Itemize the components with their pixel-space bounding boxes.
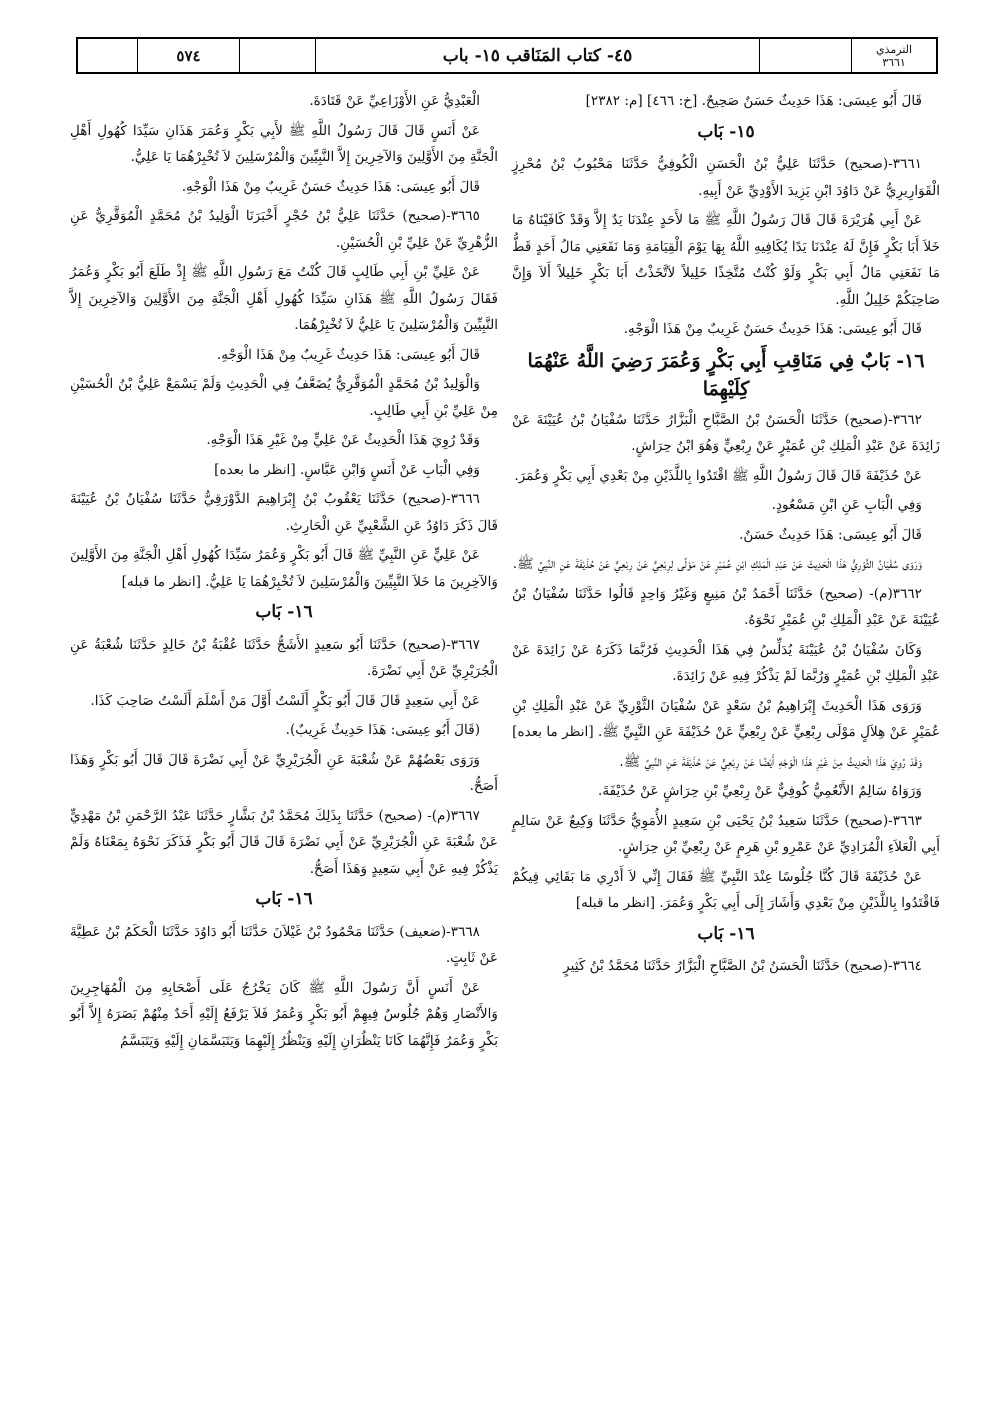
paragraph: ٣٦٦٥-(صحيح) حَدَّثَنَا عَلِيُّ بْنُ حُجْرٍ أَخْبَرَنَا الْوَلِيدُ بْنُ مُحَمَّدٍ الْمُوَقَّرِيُّ عَنِ الزُّهْرِيِّ عَنْ عَلِيِّ بْنِ الْحُسَيْنِ. xyxy=(70,208,498,251)
page-number: ٥٧٤ xyxy=(138,39,240,72)
paragraph: وَقَدْ رُوِيَ هَذَا الْحَدِيثُ عَنْ عَلِيٍّ مِنْ غَيْرِ هَذَا الْوَجْهِ. xyxy=(206,432,480,448)
paragraph: وَفِي الْبَابِ عَنْ أَنَسٍ وَابْنِ عَبَّاسٍ. [انظر ما بعده] xyxy=(214,461,480,478)
section-heading: ١٦- بَاب xyxy=(255,602,313,622)
paragraph: ٣٦٦٣-(صحيح) حَدَّثَنَا سَعِيدُ بْنُ يَحْيَى بْنِ سَعِيدٍ الأُمَوِيُّ حَدَّثَنَا وَكِيعٌ عَنْ سَالِمٍ أَبِي الْعَلاَءِ الْمُرَادِيِّ عَنْ عَمْرِو بْنِ هَرِمٍ عَنْ رِبْعِيِّ بْنِ حِرَاشٍ. xyxy=(512,812,940,855)
book-name: الترمذي xyxy=(875,42,913,56)
paragraph: عَنْ أَنَسٍ قَالَ قَالَ رَسُولُ اللَّهِ ﷺ لأَبِي بَكْرٍ وَعُمَرَ هَذَانِ سَيِّدَا كُهُولِ أَهْلِ الْجَنَّةِ مِنَ الأَوَّلِينَ وَالآخِرِينَ إِلاَّ النَّبِيِّينَ وَالْمُرْسَلِينَ لاَ تُخْبِرْهُمَا يَا عَلِيُّ. xyxy=(70,122,498,165)
paragraph: وَرَوَى سُفْيَانُ الثَّوْرِيُّ هَذَا الْحَدِيثَ عَنْ عَبْدِ الْمَلِكِ ابْنِ عُمَيْرٍ عَنْ مَوْلًى لِرِبْعِيٍّ عَنْ رِبْعِيٍّ عَنْ حُذَيْفَةَ عَنِ النَّبِيِّ ﷺ. xyxy=(512,556,922,572)
paragraph: عَنْ عَلِيٍّ عَنِ النَّبِيِّ ﷺ قَالَ أَبُو بَكْرٍ وَعُمَرُ سَيِّدَا كُهُولِ أَهْلِ الْجَنَّةِ مِنَ الأَوَّلِينَ وَالآخِرِينَ مَا خَلاَ النَّبِيِّينَ وَالْمُرْسَلِينَ لاَ تُخْبِرْهُمَا يَا عَلِيُّ. [انظر ما قبله] xyxy=(70,547,498,590)
paragraph: وَفِي الْبَابِ عَنِ ابْنِ مَسْعُودٍ. xyxy=(771,497,922,513)
paragraph: عَنْ عَلِيِّ بْنِ أَبِي طَالِبٍ قَالَ كُنْتُ مَعَ رَسُولِ اللَّهِ ﷺ إِذْ طَلَعَ أَبُو بَكْرٍ وَعُمَرُ فَقَالَ رَسُولُ اللَّهِ ﷺ هَذَانِ سَيِّدَا كُهُولِ أَهْلِ الْجَنَّةِ مِنَ الأَوَّلِينَ وَالآخِرِينَ إِلاَّ النَّبِيِّينَ وَالْمُرْسَلِينَ يَا عَلِيُّ لاَ تُخْبِرْهُمَا. xyxy=(70,264,498,333)
book-info xyxy=(852,39,936,72)
paragraph: وَكَانَ سُفْيَانُ بْنُ عُيَيْنَةَ يُدَلِّسُ فِي هَذَا الْحَدِيثِ فَرُبَّمَا ذَكَرَهُ عَنْ زَائِدَةَ عَنْ عَبْدِ الْمَلِكِ بْنِ عُمَيْرٍ وَرُبَّمَا لَمْ يَذْكُرْ فِيهِ عَنْ زَائِدَةَ. xyxy=(512,641,940,684)
paragraph: ٣٦٦٧(م)- (صحيح) حَدَّثَنَا بِذَلِكَ مُحَمَّدُ بْنُ بَشَّارٍ حَدَّثَنَا عَبْدُ الرَّحْمَنِ بْنُ مَهْدِيٍّ عَنْ شُعْبَةَ عَنِ الْجُرَيْرِيِّ عَنْ أَبِي نَضْرَةَ قَالَ قَالَ أَبُو بَكْرٍ فَذَكَرَ نَحْوَهُ بِمَعْنَاهُ وَلَمْ يَذْكُرْ فِيهِ عَنْ أَبِي سَعِيدٍ وَهَذَا أَصَحُّ. xyxy=(70,807,498,877)
paragraph: ٣٦٦٧-(صحيح) حَدَّثَنَا أَبُو سَعِيدٍ الأَشَجُّ حَدَّثَنَا عُقْبَةُ بْنُ خَالِدٍ حَدَّثَنَا شُعْبَةُ عَنِ الْجُرَيْرِيِّ عَنْ أَبِي نَضْرَةَ. xyxy=(70,636,498,679)
section-heading: ١٥- بَاب xyxy=(697,121,755,142)
hadith-number: ٣٦٦١ xyxy=(882,55,906,69)
paragraph: قَالَ أَبُو عِيسَى: هَذَا حَدِيثٌ حَسَنٌ. xyxy=(739,526,922,543)
paragraph: الْعَبْدِيُّ عَنِ الأَوْزَاعِيِّ عَنْ قَتَادَةَ. xyxy=(309,93,480,109)
paragraph: عَنْ أَبِي سَعِيدٍ قَالَ قَالَ أَبُو بَكْرٍ أَلَسْتُ أَوَّلَ مَنْ أَسْلَمَ أَلَسْتُ صَاحِبَ كَذَا. xyxy=(90,692,480,709)
paragraph: وَرَوَى بَعْضُهُمْ عَنْ شُعْبَةَ عَنِ الْجُرَيْرِيِّ عَنْ أَبِي نَضْرَةَ قَالَ قَالَ أَبُو بَكْرٍ وَهَذَا أَصَحُّ. xyxy=(70,751,498,794)
page-header xyxy=(76,37,938,74)
paragraph: ٣٦٦٢-(صحيح) حَدَّثَنَا الْحَسَنُ بْنُ الصَّبَّاحِ الْبَزَّارُ حَدَّثَنَا سُفْيَانُ بْنُ عُيَيْنَةَ عَنْ زَائِدَةَ عَنْ عَبْدِ الْمَلِكِ بْنِ عُمَيْرٍ عَنْ رِبْعِيٍّ وَهُوَ ابْنُ حِرَاشٍ. xyxy=(512,411,940,454)
paragraph: ٣٦٦١-(صحيح) حَدَّثَنَا عَلِيُّ بْنُ الْحَسَنِ الْكُوفِيُّ حَدَّثَنَا مَحْبُوبُ بْنُ مُحْرِزٍ الْقَوَارِيرِيُّ عَنْ دَاوُدَ ابْنِ يَزِيدَ الأَوْدِيِّ عَنْ أَبِيهِ. xyxy=(512,156,940,199)
paragraph: وَالْوَلِيدُ بْنُ مُحَمَّدٍ الْمُوَقَّرِيُّ يُضَعَّفُ فِي الْحَدِيثِ وَلَمْ يَسْمَعْ عَلِيُّ بْنُ الْحُسَيْنِ مِنْ عَلِيِّ بْنِ أَبِي طَالِبٍ. xyxy=(70,376,498,419)
left-column xyxy=(70,88,498,1057)
paragraph: عَنْ حُذَيْفَةَ قَالَ كُنَّا جُلُوسًا عِنْدَ النَّبِيِّ ﷺ فَقَالَ إِنِّي لاَ أَدْرِي مَا بَقَائِي فِيكُمْ فَاقْتَدُوا بِاللَّذَيْنِ مِنْ بَعْدِي وَأَشَارَ إِلَى أَبِي بَكْرٍ وَعُمَرَ. [انظر ما قبله] xyxy=(512,868,940,911)
paragraph: قَالَ أَبُو عِيسَى: هَذَا حَدِيثٌ حَسَنٌ غَرِيبٌ مِنْ هَذَا الْوَجْهِ. xyxy=(181,178,480,195)
paragraph: ٣٦٦٤-(صحيح) حَدَّثَنَا الْحَسَنُ بْنُ الصَّبَّاحِ الْبَزَّارُ حَدَّثَنَا مُحَمَّدُ بْنُ كَثِيرٍ xyxy=(563,958,922,974)
paragraph: وَرَوَاهُ سَالِمٌ الأَنْعُمِيُّ كُوفِيٌّ عَنْ رِبْعِيِّ بْنِ حِرَاشٍ عَنْ حُذَيْفَةَ. xyxy=(598,783,922,799)
header-blank-left xyxy=(78,39,138,72)
right-column xyxy=(512,88,940,983)
paragraph: وَقَدْ رُوِيَ هَذَا الْحَدِيثُ مِنْ غَيْرِ هَذَا الْوَجْهِ أَيْضًا عَنْ رِبْعِيٍّ عَنْ حُذَيْفَةَ عَنِ النَّبِيِّ ﷺ. xyxy=(619,753,922,770)
paragraph: عَنْ أَنَسٍ أَنَّ رَسُولَ اللَّهِ ﷺ كَانَ يَخْرُجُ عَلَى أَصْحَابِهِ مِنَ الْمُهَاجِرِينَ وَالأَنْصَارِ وَهُمْ جُلُوسٌ فِيهِمْ أَبُو بَكْرٍ وَعُمَرُ فَلاَ يَرْفَعُ إِلَيْهِ أَحَدٌ مِنْهُمْ بَصَرَهُ إِلاَّ أَبُو بَكْرٍ وَعُمَرُ فَإِنَّهُمَا كَانَا يَنْظُرَانِ إِلَيْهِ وَيَنْظُرُ إِلَيْهِمَا وَيَتَبَسَّمَانِ إِلَيْهِ وَيَتَبَسَّمُ xyxy=(70,979,498,1049)
paragraph: ٣٦٦٦-(صحيح) حَدَّثَنَا يَعْقُوبُ بْنُ إِبْرَاهِيمَ الدَّوْرَقِيُّ حَدَّثَنَا سُفْيَانُ بْنُ عُيَيْنَةَ قَالَ ذَكَرَ دَاوُدُ عَنِ الشَّعْبِيِّ عَنِ الْحَارِثِ. xyxy=(70,491,498,534)
chapter-title: ٤٥- كتاب المَنَاقب ١٥- باب xyxy=(316,39,760,72)
section-heading: ١٦- بَاب xyxy=(697,923,755,944)
header-blank-right xyxy=(760,39,852,72)
section-heading: ١٦- بَاب xyxy=(255,889,313,909)
paragraph: قَالَ أَبُو عِيسَى: هَذَا حَدِيثٌ حَسَنٌ صَحِيحٌ. [خ: ٤٦٦] [م: ٢٣٨٢] xyxy=(585,93,922,109)
paragraph: ٣٦٦٢(م)- (صحيح) حَدَّثَنَا أَحْمَدُ بْنُ مَنِيعٍ وَغَيْرُ وَاحِدٍ قَالُوا حَدَّثَنَا سُفْيَانُ بْنُ عُيَيْنَةَ عَنْ عَبْدِ الْمَلِكِ بْنِ عُمَيْرٍ نَحْوَهُ. xyxy=(512,585,940,628)
section-heading: ١٦- بَابٌ فِي مَنَاقِبِ أَبِي بَكْرٍ وَعُمَرَ رَضِيَ اللَّهُ عَنْهُمَا كِلَيْهِمَا xyxy=(527,349,925,400)
paragraph: ٣٦٦٨-(ضعيف) حَدَّثَنَا مَحْمُودُ بْنُ غَيْلاَنَ حَدَّثَنَا أَبُو دَاوُدَ حَدَّثَنَا الْحَكَمُ بْنُ عَطِيَّةَ عَنْ ثَابِتٍ. xyxy=(70,923,498,966)
paragraph: قَالَ أَبُو عِيسَى: هَذَا حَدِيثٌ غَرِيبٌ مِنْ هَذَا الْوَجْهِ. xyxy=(216,346,480,363)
paragraph: (قَالَ أَبُو عِيسَى: هَذَا حَدِيثٌ غَرِيبٌ). xyxy=(285,722,480,738)
paragraph: قَالَ أَبُو عِيسَى: هَذَا حَدِيثٌ حَسَنٌ غَرِيبٌ مِنْ هَذَا الْوَجْهِ. xyxy=(623,321,922,337)
paragraph: عَنْ أَبِي هُرَيْرَةَ قَالَ قَالَ رَسُولُ اللَّهِ ﷺ مَا لأَحَدٍ عِنْدَنَا يَدٌ إِلاَّ وَقَدْ كَافَيْنَاهُ مَا خَلاَ أَبَا بَكْرٍ فَإِنَّ لَهُ عِنْدَنَا يَدًا يُكَافِيهِ اللَّهُ بِهَا يَوْمَ الْقِيَامَةِ وَمَا نَفَعَنِي مَالُ أَحَدٍ قَطُّ مَا نَفَعَنِي مَالُ أَبِي بَكْرٍ وَلَوْ كُنْتُ مُتَّخِذًا خَلِيلاً لاَتَّخَذْتُ أَبَا بَكْرٍ خَلِيلاً أَلاَ وَإِنَّ صَاحِبَكُمْ خَلِيلُ اللَّهِ. xyxy=(512,212,940,308)
paragraph: وَرَوَى هَذَا الْحَدِيثَ إِبْرَاهِيمُ بْنُ سَعْدٍ عَنْ سُفْيَانَ الثَّوْرِيِّ عَنْ عَبْدِ الْمَلِكِ بْنِ عُمَيْرٍ عَنْ هِلاَلٍ مَوْلَى رِبْعِيٍّ عَنْ رِبْعِيٍّ عَنْ حُذَيْفَةَ عَنِ النَّبِيِّ ﷺ. [انظر ما بعده] xyxy=(512,697,940,740)
header-blank xyxy=(240,39,316,72)
paragraph: عَنْ حُذَيْفَةَ قَالَ قَالَ رَسُولُ اللَّهِ ﷺ اقْتَدُوا بِاللَّذَيْنِ مِنْ بَعْدِي أَبِي بَكْرٍ وَعُمَرَ. xyxy=(514,467,922,484)
